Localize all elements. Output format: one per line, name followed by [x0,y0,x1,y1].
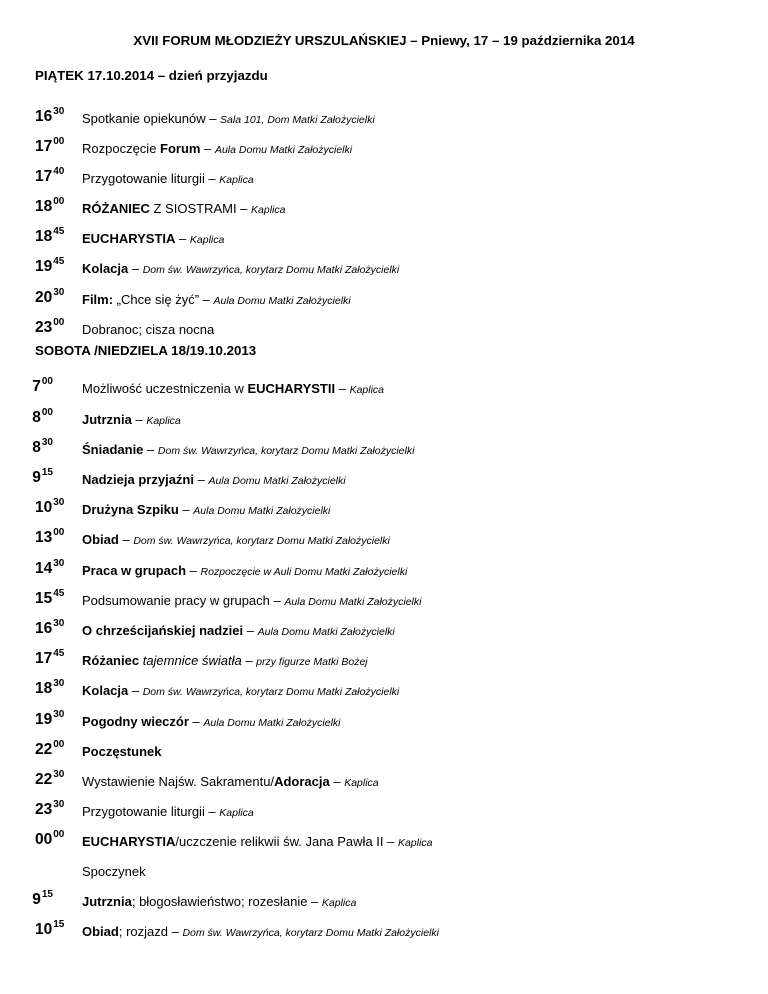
time-minutes: 15 [41,889,53,900]
schedule-row [0,679,768,701]
schedule-row [0,589,768,611]
event-location: Dom św. Wawrzyńca, korytarz Domu Matki Założycielki [133,535,390,547]
event-description [82,863,146,881]
time-hour: 18 [35,680,53,697]
event-text: Wystawienie Najśw. Sakramentu/ [82,774,275,789]
event-description [82,893,356,912]
schedule-row [0,107,768,129]
event-location: Dom św. Wawrzyńca, korytarz Domu Matki Założycielki [142,264,400,276]
event-location: Kaplica [219,174,254,186]
time-minutes: 00 [53,739,65,750]
event-text: – [200,141,215,156]
schedule-row [0,528,768,550]
event-name: EUCHARYSTIA [82,231,176,246]
time-label [35,649,64,671]
event-location: Kaplica [397,837,433,849]
event-text: – [128,261,143,276]
time-minutes: 45 [53,588,65,599]
event-text: – [128,683,143,698]
time-minutes: 45 [53,648,65,659]
time-minutes: 30 [53,618,65,629]
time-label [35,740,64,762]
event-text: ; rozjazd – [118,924,183,939]
time-label [35,830,64,852]
schedule-row [0,890,768,912]
time-label [0,468,53,490]
event-text: – [186,563,201,578]
schedule-row [0,137,768,159]
event-text: – [241,653,257,668]
schedule-row [0,288,768,310]
event-description [82,531,390,550]
time-hour: 16 [35,620,53,637]
time-label [35,498,64,520]
time-hour: 8 [32,409,41,426]
schedule-row [0,408,768,430]
event-text: – [243,623,258,638]
event-name: O chrześcijańskiej nadziei [82,623,244,638]
event-description [82,230,224,249]
event-text: Spoczynek [82,864,146,879]
time-label [0,438,53,460]
event-name: Różaniec [82,653,140,668]
time-minutes: 30 [41,437,53,448]
time-hour: 17 [35,138,53,155]
schedule-row [0,438,768,460]
time-hour: 17 [35,650,53,667]
document-title: XVII FORUM MŁODZIEŻY URSZULAŃSKIEJ – Pniewy, 17 – 19 października 2014 [133,33,635,48]
schedule-row [0,468,768,490]
event-location: Aula Domu Matki Założycielki [284,596,422,608]
event-name: Film: [82,292,114,307]
time-label [35,318,64,340]
time-label [0,377,53,399]
event-text: Rozpoczęcie [82,141,161,156]
event-location: Kaplica [349,384,385,396]
time-label [35,710,64,732]
time-label [35,800,64,822]
event-location: Kaplica [189,234,225,246]
event-name: Kolacja [82,261,129,276]
event-name: Kolacja [82,683,129,698]
event-text: Podsumowanie pracy w grupach – [82,593,285,608]
event-description [82,260,399,279]
section-heading: PIĄTEK 17.10.2014 – dzień przyjazdu [35,68,268,83]
time-label [35,559,64,581]
time-label [35,288,64,310]
time-hour: 15 [35,590,53,607]
event-text: Możliwość uczestniczenia w [82,381,248,396]
time-minutes: 00 [53,317,65,328]
time-hour: 18 [35,228,53,245]
event-location: Aula Domu Matki Założycielki [203,717,341,729]
time-label [35,197,64,219]
time-hour: 18 [35,198,53,215]
time-hour: 9 [32,891,41,908]
time-hour: 19 [35,258,53,275]
event-location: Rozpoczęcie w Auli Domu Matki Założycielki [200,566,408,578]
event-text: Dobranoc; cisza nocna [82,322,215,337]
schedule-row [0,860,768,882]
time-minutes: 00 [41,376,53,387]
event-description [82,170,254,189]
event-location: Dom św. Wawrzyńca, korytarz Domu Matki Założycielki [182,927,439,939]
time-hour: 20 [35,289,53,306]
event-name: Jutrznia [82,412,132,427]
event-location: Kaplica [344,777,379,789]
time-label [35,227,64,249]
time-minutes: 45 [53,256,65,267]
schedule-row [0,740,768,762]
event-description [82,833,432,852]
time-label [35,589,64,611]
event-description [82,923,439,942]
event-location: Aula Domu Matki Założycielki [213,295,351,307]
time-hour: 23 [35,319,53,336]
event-description [82,803,254,822]
time-minutes: 00 [53,196,65,207]
event-description [82,140,352,159]
time-minutes: 30 [53,497,65,508]
time-label [35,257,64,279]
event-location: Kaplica [251,204,286,216]
event-description [82,471,346,490]
time-minutes: 00 [53,527,65,538]
event-name: EUCHARYSTII [247,381,336,396]
time-hour: 00 [35,831,53,848]
time-label [35,107,64,129]
event-text: Spotkanie opiekunów – [82,111,221,126]
time-label [35,679,64,701]
event-description [82,773,379,792]
time-hour: 16 [35,108,53,125]
time-minutes: 40 [53,166,65,177]
event-text: – [118,532,134,547]
schedule-row [0,257,768,279]
schedule-row [0,920,768,942]
event-description [82,652,368,671]
event-location: Kaplica [219,807,254,819]
time-minutes: 45 [53,226,65,237]
event-text: – [193,472,209,487]
event-name: Praca w grupach [82,563,187,578]
schedule-row [0,167,768,189]
time-hour: 17 [35,168,53,185]
time-hour: 8 [32,439,41,456]
time-label [35,528,64,550]
schedule-row [0,800,768,822]
time-minutes: 15 [41,467,53,478]
event-location: Aula Domu Matki Założycielki [208,475,346,487]
event-description [82,713,341,732]
event-description [82,501,330,520]
time-hour: 10 [35,499,53,516]
time-hour: 13 [35,529,53,546]
schedule-row [0,619,768,641]
event-text: – [178,502,194,517]
time-minutes: 30 [53,709,65,720]
time-hour: 7 [32,378,41,395]
time-hour: 19 [35,711,53,728]
time-minutes: 30 [53,287,65,298]
section-heading: SOBOTA /NIEDZIELA 18/19.10.2013 [35,343,257,358]
time-hour: 9 [32,469,41,486]
event-name: Poczęstunek [82,744,162,759]
event-name: Śniadanie [82,442,144,457]
time-minutes: 30 [53,769,65,780]
event-description [82,380,384,399]
schedule-row [0,559,768,581]
time-minutes: 00 [53,136,65,147]
event-name: Drużyna Szpiku [82,502,179,517]
schedule-row [0,770,768,792]
event-text: „Chce się żyć” – [113,292,214,307]
event-text: – [131,412,147,427]
event-location: Dom św. Wawrzyńca, korytarz Domu Matki Założycielki [157,445,415,457]
event-location: Aula Domu Matki Założycielki [214,144,353,156]
event-text: – [329,774,345,789]
event-description [82,622,395,641]
event-location: Aula Domu Matki Założycielki [257,626,395,638]
event-location: Kaplica [146,415,181,427]
event-text: Z SIOSTRAMI – [149,201,252,216]
event-location: Aula Domu Matki Założycielki [193,505,331,517]
time-hour: 23 [35,801,53,818]
event-description [82,562,407,581]
event-description [82,682,399,701]
event-description [82,743,161,761]
event-text: – [143,442,158,457]
schedule-row [0,830,768,852]
event-text: Przygotowanie liturgii – [82,171,220,186]
time-minutes: 30 [53,558,65,569]
event-description [82,110,375,129]
time-hour: 22 [35,771,53,788]
event-description [82,291,351,310]
event-name: RÓŻANIEC [82,201,150,216]
time-hour: 22 [35,741,53,758]
event-name: Pogodny wieczór [82,714,189,729]
event-name: Adoracja [274,774,330,789]
event-name: EUCHARYSTIA [82,834,176,849]
event-name: Obiad [82,532,119,547]
event-description [82,592,421,611]
schedule-row [0,498,768,520]
event-location: Kaplica [321,897,357,909]
time-minutes: 30 [53,678,65,689]
time-label [35,920,64,942]
event-name: Nadzieja przyjaźni [82,472,194,487]
time-label [35,619,64,641]
schedule-row [0,710,768,732]
event-location: Sala 101, Dom Matki Założycielki [220,114,375,126]
time-minutes: 30 [53,799,65,810]
schedule-row [0,318,768,340]
time-label [0,408,53,430]
time-minutes: 00 [53,829,65,840]
event-location: Dom św. Wawrzyńca, korytarz Domu Matki Założycielki [142,686,400,698]
event-text: – [175,231,190,246]
event-text: Przygotowanie liturgii – [82,804,220,819]
event-name: Jutrznia [82,894,132,909]
time-minutes: 00 [41,407,53,418]
time-label [35,167,64,189]
event-description [82,411,181,430]
event-description [82,441,414,460]
event-name: Forum [160,141,201,156]
event-text: ; błogosławieństwo; rozesłanie – [131,894,322,909]
time-hour: 10 [35,921,53,938]
schedule-row [0,377,768,399]
schedule-row [0,227,768,249]
event-location: przy figurze Matki Bożej [256,656,368,668]
time-hour: 14 [35,560,53,577]
schedule-row [0,197,768,219]
time-label [35,770,64,792]
time-minutes: 15 [53,919,65,930]
event-text: tajemnice światła [142,653,242,668]
event-text: – [188,714,204,729]
event-description [82,200,285,219]
event-description [82,321,214,339]
time-label [0,890,53,912]
event-text: /uczczenie relikwii św. Jana Pawła II – [175,834,398,849]
time-minutes: 30 [53,106,65,117]
event-name: Obiad [82,924,119,939]
schedule-row [0,649,768,671]
event-text: – [335,381,350,396]
time-label [35,137,64,159]
